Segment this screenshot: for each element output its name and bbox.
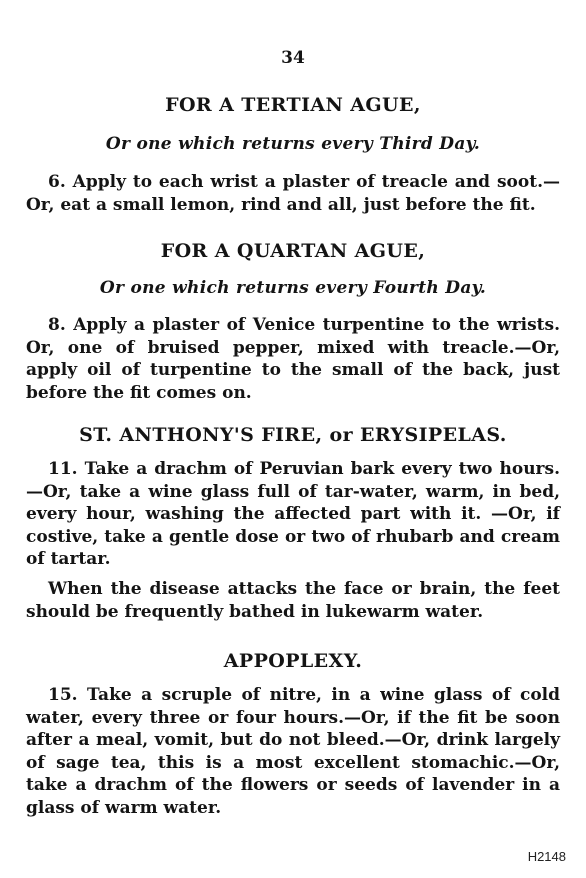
remedy-paragraph-11: 11. Take a drachm of Peruvian bark every two hours.—Or, take a wine glass full of tar-water, warm, in bed, every hour, washing the affected part with it. —Or, if costive, take a gentle dose or two of rhubarb and cream of tartar. [26, 459, 560, 570]
section-heading-tertian-ague: FOR A TERTIAN AGUE, [165, 94, 421, 116]
remedy-paragraph-6: 6. Apply to each wrist a plaster of treacle and soot.—Or, eat a small lemon, rind and all, just before the fit. [26, 172, 560, 215]
section-heading-quartan-ague: FOR A QUARTAN AGUE, [160, 240, 426, 262]
page-number: 34 [281, 48, 305, 68]
section-subheading-quartan-ague: Or one which returns every Fourth Day. [99, 278, 487, 298]
remedy-paragraph-erysipelas-note: When the disease attacks the face or brain, the feet should be frequently bathed in lukewarm water. [26, 579, 560, 622]
section-subheading-tertian-ague: Or one which returns every Third Day. [105, 134, 481, 154]
remedy-paragraph-8: 8. Apply a plaster of Venice turpentine to the wrists. Or, one of bruised pepper, mixed with treacle.—Or, apply oil of turpentine to the small of the back, just before the fit comes on. [26, 315, 560, 403]
catalog-mark: H2148 [527, 849, 566, 864]
section-heading-erysipelas: ST. ANTHONY'S FIRE, or ERYSIPELAS. [79, 424, 507, 446]
remedy-paragraph-15: 15. Take a scruple of nitre, in a wine glass of cold water, every three or four hours.—Or, if the fit be soon after a meal, vomit, but do not bleed.—Or, drink largely of sage tea, this is a most excellent stomachic.—Or, take a drachm of the flowers or seeds of lavender in a glass of warm water. [26, 685, 560, 818]
section-heading-appoplexy: APPOPLEXY. [223, 650, 363, 672]
